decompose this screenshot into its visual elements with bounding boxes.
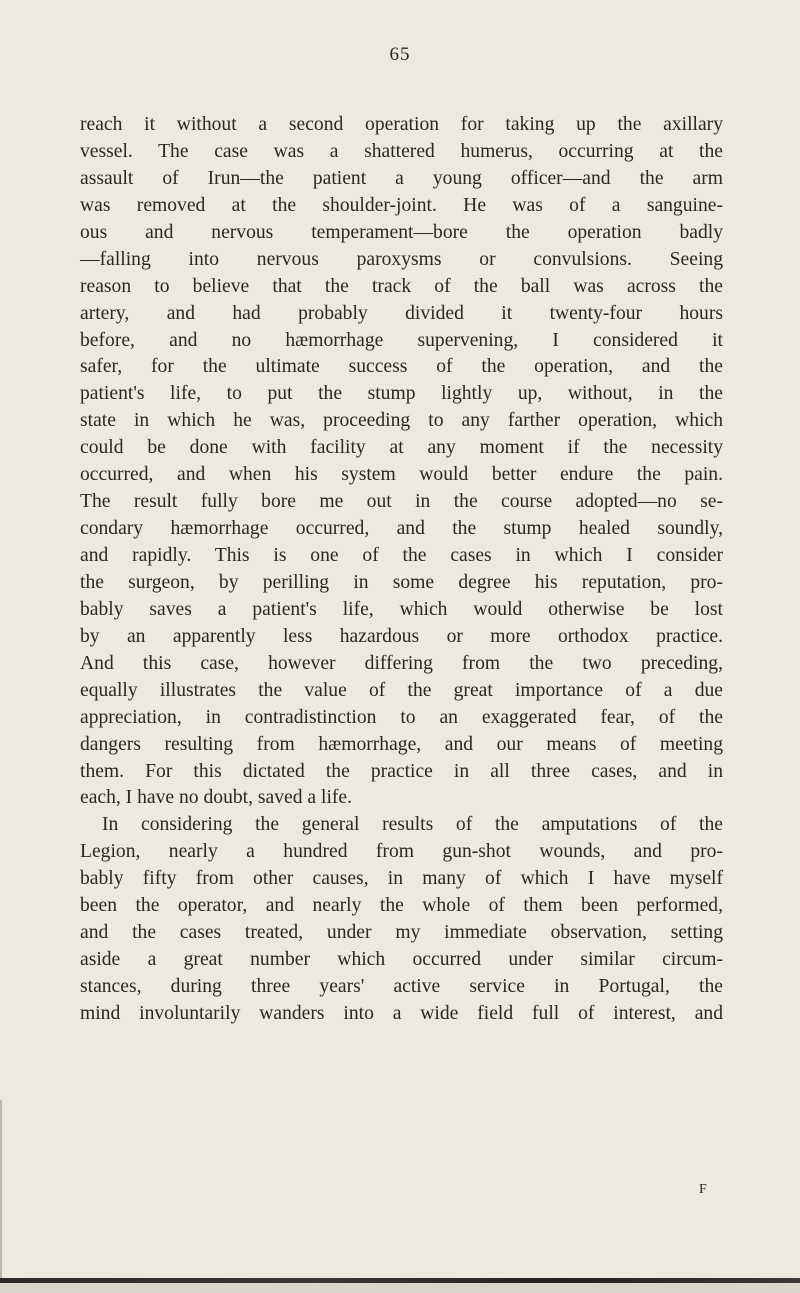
text-line: In considering the general results of the amputations of the — [102, 814, 723, 836]
text-line: equally illustrates the value of the great importance of a due — [80, 679, 723, 701]
page-bottom-shade — [0, 1283, 800, 1293]
text-line: the surgeon, by perilling in some degree his reputation, pro- — [80, 571, 723, 593]
text-line: ous and nervous temperament—bore the operation badly — [80, 221, 723, 243]
text-line: —falling into nervous paroxysms or convulsions. Seeing — [80, 248, 723, 270]
text-line: And this case, however differing from the two preceding, — [80, 652, 723, 674]
text-line: reach it without a second operation for taking up the axillary — [80, 114, 723, 135]
text-line: mind involuntarily wanders into a wide field full of interest, and — [80, 1002, 723, 1024]
body-text — [80, 112, 723, 1028]
signature-mark: F — [699, 1182, 707, 1197]
text-line: vessel. The case was a shattered humerus, occurring at the — [80, 140, 723, 162]
text-line: reason to believe that the track of the ball was across the — [80, 275, 723, 297]
page-number: 65 — [389, 44, 411, 65]
text-line: and the cases treated, under my immediate observation, setting — [80, 922, 723, 944]
text-line: dangers resulting from hæmorrhage, and our means of meeting — [80, 733, 723, 755]
text-line: appreciation, in contradistinction to an exaggerated fear, of the — [80, 706, 723, 728]
text-line: safer, for the ultimate success of the operation, and the — [80, 356, 723, 378]
text-line: and rapidly. This is one of the cases in which I consider — [80, 545, 723, 566]
text-line: assault of Irun—the patient a young officer—and the arm — [80, 167, 723, 189]
text-line: before, and no hæmorrhage supervening, I considered it — [80, 329, 723, 351]
text-line: stances, during three years' active service in Portugal, the — [80, 976, 723, 997]
text-line: aside a great number which occurred under similar circum- — [80, 949, 723, 971]
page-left-edge — [0, 1100, 2, 1280]
text-line: The result fully bore me out in the course adopted—no se- — [80, 491, 723, 513]
text-line: could be done with facility at any moment if the necessity — [80, 437, 723, 459]
text-line: by an apparently less hazardous or more orthodox practice. — [80, 625, 723, 647]
text-line: occurred, and when his system would better endure the pain. — [80, 464, 723, 486]
text-line: bably saves a patient's life, which would otherwise be lost — [80, 598, 723, 620]
text-line: patient's life, to put the stump lightly up, without, in the — [80, 383, 723, 405]
text-line: been the operator, and nearly the whole of them been performed, — [80, 895, 723, 917]
text-line: Legion, nearly a hundred from gun-shot wounds, and pro- — [80, 841, 723, 863]
text-line: each, I have no doubt, saved a life. — [80, 787, 353, 809]
text-line: state in which he was, proceeding to any farther operation, which — [80, 410, 723, 432]
text-line: artery, and had probably divided it twenty-four hours — [80, 302, 723, 324]
text-line: was removed at the shoulder-joint. He was of a sanguine- — [80, 194, 723, 216]
text-line: condary hæmorrhage occurred, and the stump healed soundly, — [80, 518, 723, 540]
text-line: them. For this dictated the practice in all three cases, and in — [80, 760, 723, 782]
text-line: bably fifty from other causes, in many of which I have myself — [80, 868, 723, 890]
